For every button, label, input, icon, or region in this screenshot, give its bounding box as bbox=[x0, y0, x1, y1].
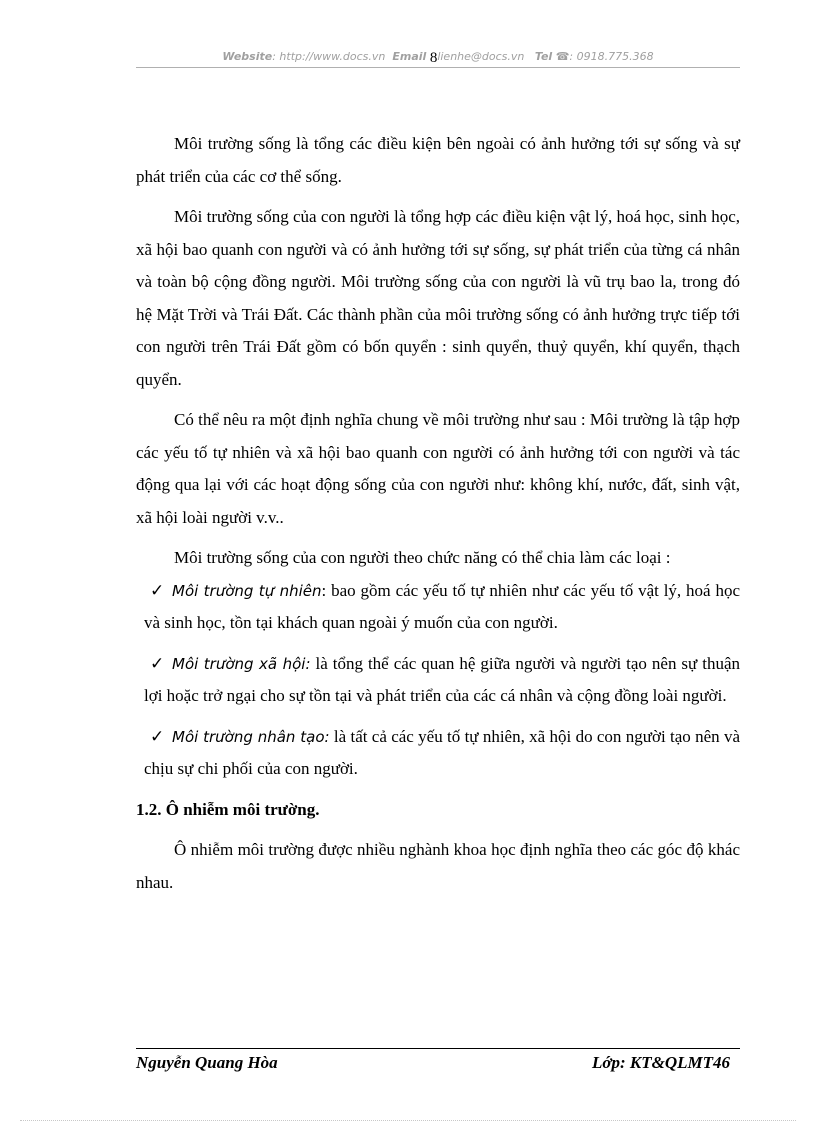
check-icon: ✓ bbox=[150, 653, 165, 673]
paragraph: Ô nhiễm môi trường được nhiều nghành khoa học định nghĩa theo các góc độ khác nhau. bbox=[136, 840, 740, 892]
footer-author: Nguyễn Quang Hòa bbox=[136, 1053, 278, 1072]
checklist-term: Môi trường xã hội: bbox=[172, 654, 311, 673]
email-label: Email bbox=[392, 50, 427, 63]
check-icon: ✓ bbox=[150, 580, 165, 600]
checklist-item bbox=[136, 648, 740, 713]
paragraph: Môi trường sống của con người là tổng hợp các điều kiện vật lý, hoá học, sinh học, xã hội bao quanh con người và có ảnh hưởng tới sự sống, sự phát triển của từng cá nhân và toàn bộ cộng đồng người. Môi trường sống của con người là vũ trụ bao la, trong đó hệ Mặt Trời và Trái Đất. Các thành phần của môi trường sống có ảnh hưởng trực tiếp tới con người trên Trái Đất gồm có bốn quyển : sinh quyển, thuỷ quyển, khí quyển, thạch quyển. bbox=[136, 207, 740, 389]
section-heading: 1.2. Ô nhiễm môi trường. bbox=[136, 799, 320, 819]
page-edge-divider bbox=[20, 1120, 796, 1121]
document-body bbox=[136, 128, 740, 907]
checklist-item bbox=[136, 721, 740, 786]
page-number: 8 bbox=[429, 50, 438, 66]
page-footer bbox=[136, 1048, 740, 1073]
checklist-term: Môi trường tự nhiên bbox=[172, 581, 322, 600]
website-label: Website bbox=[222, 50, 273, 63]
check-icon: ✓ bbox=[150, 726, 165, 746]
footer-class: Lớp: KT&QLMT46 bbox=[591, 1053, 730, 1072]
checklist-item bbox=[136, 575, 740, 640]
paragraph: Môi trường sống của con người theo chức năng có thể chia làm các loại : bbox=[174, 548, 671, 567]
tel-value: : 0918.775.368 bbox=[569, 50, 654, 63]
page-header bbox=[136, 47, 740, 68]
website-value: : http://www.docs.vn bbox=[272, 50, 386, 63]
phone-icon: ☎ bbox=[555, 50, 570, 63]
checklist-text: là tổng thể các quan hệ giữa người và người tạo nên sự thuận lợi hoặc trở ngại cho sự tồn tại và phát triển của các cá nhân và cộng đồng loài người. bbox=[144, 653, 741, 705]
paragraph: Môi trường sống là tổng các điều kiện bên ngoài có ảnh hưởng tới sự sống và sự phát triển của các cơ thể sống. bbox=[136, 134, 740, 186]
checklist-text: là tất cả các yếu tố tự nhiên, xã hội do con người tạo nên và chịu sự chi phối của con người. bbox=[144, 726, 740, 778]
email-value: lienhe@docs.vn bbox=[437, 50, 525, 63]
paragraph: Có thể nêu ra một định nghĩa chung về môi trường như sau : Môi trường là tập hợp các yếu tố tự nhiên và xã hội bao quanh con người có ảnh hưởng tới con người và tác động qua lại với các hoạt động sống của con người như: không khí, nước, đất, sinh vật, xã hội loài người v.v.. bbox=[136, 410, 740, 527]
checklist-text: : bao gồm các yếu tố tự nhiên như các yếu tố vật lý, hoá học và sinh học, tồn tại khách quan ngoài ý muốn của con người. bbox=[144, 580, 740, 632]
checklist-term: Môi trường nhân tạo: bbox=[172, 727, 330, 746]
tel-label: Tel bbox=[534, 50, 553, 63]
